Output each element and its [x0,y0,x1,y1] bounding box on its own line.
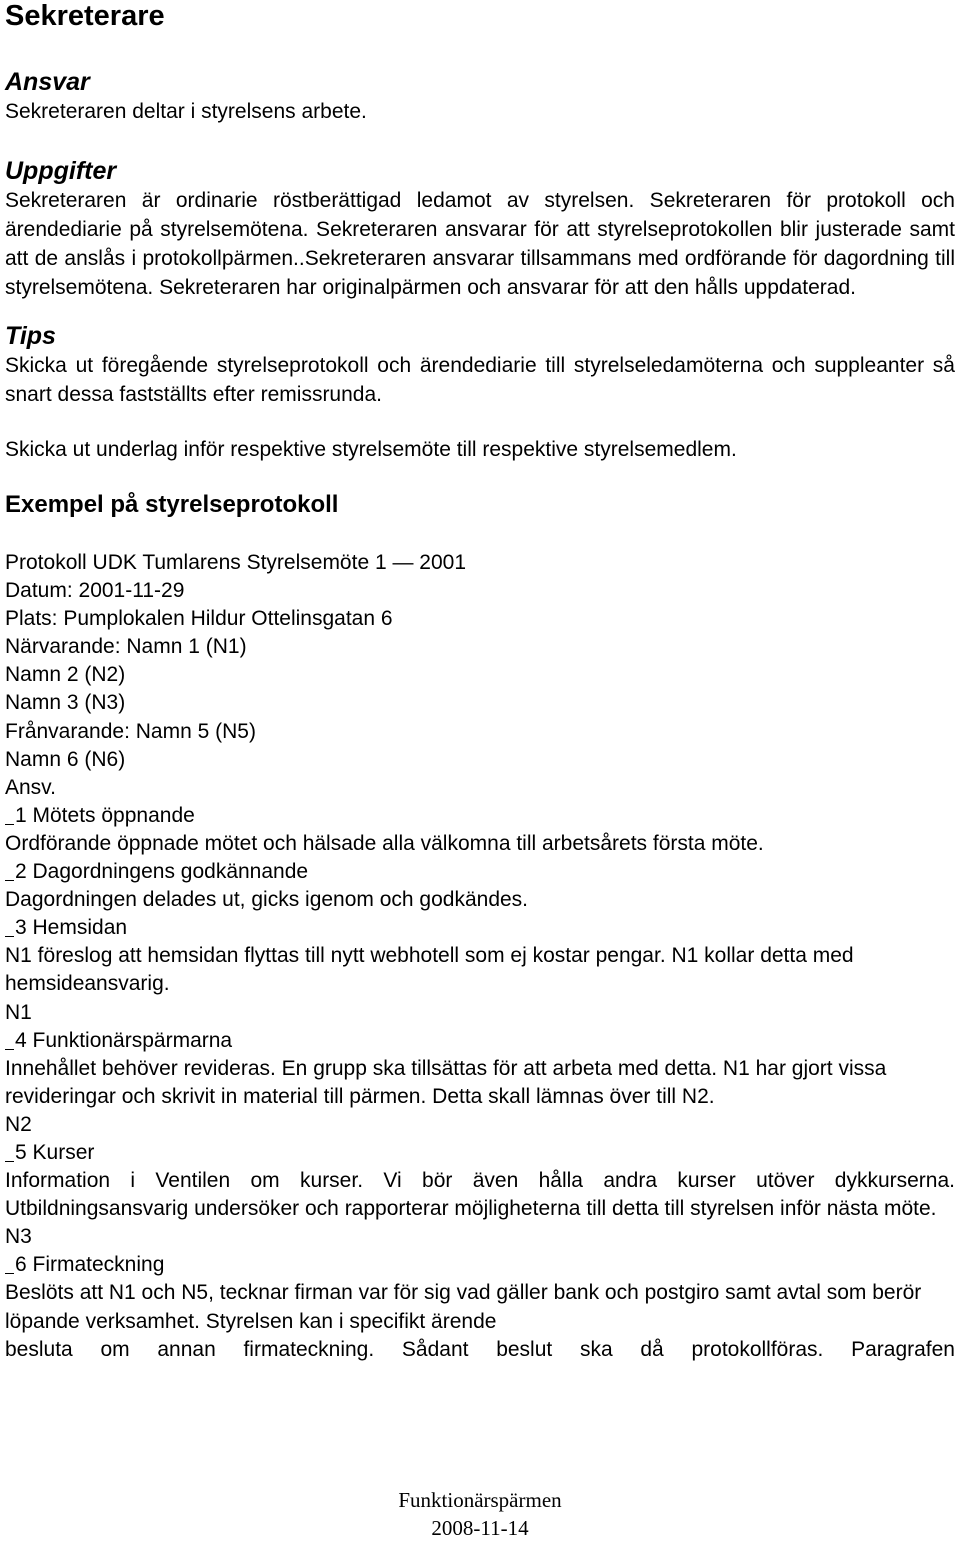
underline-mark [5,1029,14,1050]
ansvar-heading: Ansvar [5,68,90,96]
agenda-item-2-text: Dagordningen delades ut, gicks igenom och godkändes. [5,888,529,912]
underline-mark [5,860,14,881]
protocol-place: Plats: Pumplokalen Hildur Ottelinsgatan 6 [5,607,393,631]
protocol-absent-2: Namn 6 (N6) [5,747,126,771]
agenda-item-4-title: 4 Funktionärspärmarna [5,1027,955,1055]
agenda-item-3-responsible: N1 [5,1000,32,1024]
agenda-item-5-responsible: N3 [5,1225,32,1249]
agenda-item-6-text: Beslöts att N1 och N5, tecknar firman var för sig vad gäller bank och postgiro samt avtal som berör löpande verksamhet. Styrelsen kan i specifikt ärende [5,1281,922,1333]
agenda-item-4-responsible: N2 [5,1112,32,1136]
footer-name: Funktionärspärmen [398,1488,562,1512]
document-page [5,0,955,1364]
agenda-item-2-title: 2 Dagordningens godkännande [5,858,955,886]
agenda-item-5-title: 5 Kurser [5,1139,955,1167]
footer-date: 2008-11-14 [431,1516,529,1540]
underline-mark [5,916,14,937]
protocol-date: Datum: 2001-11-29 [5,579,185,603]
page-title: Sekreterare [5,0,165,32]
tips-heading: Tips [5,322,56,350]
agenda-item-6-text-cont: besluta om annan firmateckning. Sådant beslut ska då protokollföras. Paragrafen [5,1337,955,1361]
agenda-item-5-text: Information i Ventilen om kurser. Vi bör även hålla andra kurser utöver dykkurserna. Utbildningsansvarig undersöker och rapporterar möjligheterna till detta till styrelsen inför nästa möte. [5,1169,955,1221]
underline-mark [5,804,14,825]
agenda-item-3-title: 3 Hemsidan [5,914,955,942]
protocol-present-3: Namn 3 (N3) [5,691,126,715]
ansvar-text: Sekreteraren deltar i styrelsens arbete. [5,100,367,123]
underline-mark [5,1141,14,1162]
agenda-item-1-title: 1 Mötets öppnande [5,802,955,830]
uppgifter-text: Sekreteraren är ordinarie röstberättigad ledamot av styrelsen. Sekreteraren för protokoll och ärendediarie på styrelsemötena. Sekreteraren ansvarar för att styrelseprotokollen blir justerade samt att de anslås i protokollpärmen..Sekreteraren ansvarar tillsammans med ordförande för dagordning till styrelsemötena. Sekreteraren har originalpärmen och ansvarar för att den hålls uppdaterad. [5,189,955,299]
protocol-present: Närvarande: Namn 1 (N1) [5,635,247,659]
uppgifter-heading: Uppgifter [5,157,117,185]
protocol-example [5,549,955,1364]
agenda-item-6-title: 6 Firmateckning [5,1251,955,1279]
underline-mark [5,1253,14,1274]
protocol-ansv: Ansv. [5,775,56,799]
tips-paragraph-2: Skicka ut underlag inför respektive styrelsemöte till respektive styrelsemedlem. [5,438,737,461]
protocol-present-2: Namn 2 (N2) [5,663,126,687]
protocol-header: Protokoll UDK Tumlarens Styrelsemöte 1 — 2001 [5,551,467,574]
tips-paragraph-1: Skicka ut föregående styrelseprotokoll och ärendediarie till styrelseledamöterna och suppleanter så snart dessa fastställts efter remissrunda. [5,354,955,406]
protocol-absent: Frånvarande: Namn 5 (N5) [5,719,256,743]
exempel-heading: Exempel på styrelseprotokoll [5,491,339,518]
agenda-item-1-text: Ordförande öppnade mötet och hälsade alla välkomna till arbetsårets första möte. [5,831,764,855]
agenda-item-3-text: N1 föreslog att hemsidan flyttas till nytt webhotell som ej kostar pengar. N1 kollar detta med hemsideansvarig. [5,944,854,996]
agenda-item-4-text: Innehållet behöver revideras. En grupp ska tillsättas för att arbeta med detta. N1 har gjort vissa revideringar och skrivit in material till pärmen. Detta skall lämnas över till N2. [5,1056,887,1108]
